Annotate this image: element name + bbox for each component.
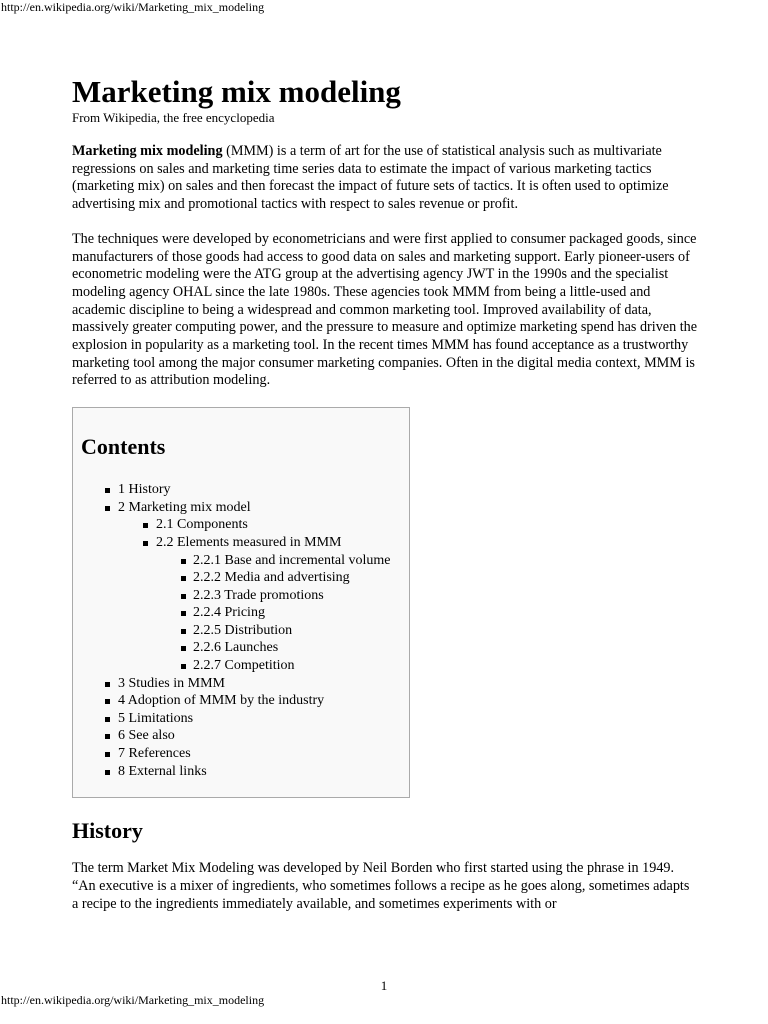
toc-item-media-advertising[interactable]: 2.2.2 Media and advertising bbox=[81, 569, 401, 587]
page-url-header: http://en.wikipedia.org/wiki/Marketing_mix_modeling bbox=[1, 0, 265, 14]
techniques-paragraph: The techniques were developed by econometricians and were first applied to consumer packaged goods, since manufacturers of those goods had access to good data on sales and marketing support. Early pioneer-users of econometric modeling were the ATG group at the advertising agency JWT in the 1990s and the specialist modeling agency OHAL since the late 1980s. These agencies took MMM from being a little-used and academic discipline to being a widespread and common marketing tool. Improved availability of data, massively greater computing power, and the pressure to measure and optimize marketing spend has driven the explosion in popularity as a marketing tool. In the recent times MMM has found acceptance as a trustworthy marketing tool among the major consumer marketing companies. Often in the digital media context, MMM is referred to as attribution modeling. bbox=[72, 230, 698, 389]
page-subtitle: From Wikipedia, the free encyclopedia bbox=[72, 110, 275, 125]
toc-item-base-incremental-volume[interactable]: 2.2.1 Base and incremental volume bbox=[81, 552, 401, 570]
toc-list bbox=[81, 481, 401, 780]
toc-heading: Contents bbox=[81, 434, 166, 460]
toc-item-studies[interactable]: 3 Studies in MMM bbox=[81, 675, 401, 693]
toc-item-pricing[interactable]: 2.2.4 Pricing bbox=[81, 604, 401, 622]
toc-item-marketing-mix-model[interactable]: 2 Marketing mix model bbox=[81, 499, 401, 517]
intro-text: (MMM) is a term of art for the use of statistical analysis such as multivariate regressions on sales and marketing time series data to estimate the impact of various marketing tactics (marketing mix) on sales and then forecast the impact of future sets of tactics. It is often used to optimize advertising mix and promotional tactics with respect to sales revenue or profit. bbox=[72, 143, 669, 213]
toc-item-elements-measured[interactable]: 2.2 Elements measured in MMM bbox=[81, 534, 401, 552]
toc-item-history[interactable]: 1 History bbox=[81, 481, 401, 499]
toc-item-see-also[interactable]: 6 See also bbox=[81, 727, 401, 745]
intro-bold-term: Marketing mix modeling bbox=[72, 143, 223, 159]
toc-item-references[interactable]: 7 References bbox=[81, 745, 401, 763]
page-title: Marketing mix modeling bbox=[72, 74, 401, 109]
page-number: 1 bbox=[380, 978, 388, 993]
toc-item-distribution[interactable]: 2.2.5 Distribution bbox=[81, 622, 401, 640]
table-of-contents bbox=[72, 407, 410, 798]
toc-item-limitations[interactable]: 5 Limitations bbox=[81, 710, 401, 728]
toc-item-competition[interactable]: 2.2.7 Competition bbox=[81, 657, 401, 675]
history-paragraph: The term Market Mix Modeling was developed by Neil Borden who first started using the phrase in 1949. “An executive is a mixer of ingredients, who sometimes follows a recipe as he goes along, sometimes adapts a recipe to the ingredients immediately available, and sometimes experiments with or bbox=[72, 860, 690, 912]
toc-item-adoption[interactable]: 4 Adoption of MMM by the industry bbox=[81, 692, 401, 710]
article-body bbox=[72, 74, 698, 913]
toc-item-components[interactable]: 2.1 Components bbox=[81, 516, 401, 534]
toc-item-launches[interactable]: 2.2.6 Launches bbox=[81, 639, 401, 657]
intro-paragraph bbox=[72, 143, 698, 214]
toc-item-external-links[interactable]: 8 External links bbox=[81, 763, 401, 781]
history-heading: History bbox=[72, 818, 143, 844]
toc-item-trade-promotions[interactable]: 2.2.3 Trade promotions bbox=[81, 587, 401, 605]
page-url-footer: http://en.wikipedia.org/wiki/Marketing_mix_modeling bbox=[1, 993, 265, 1007]
